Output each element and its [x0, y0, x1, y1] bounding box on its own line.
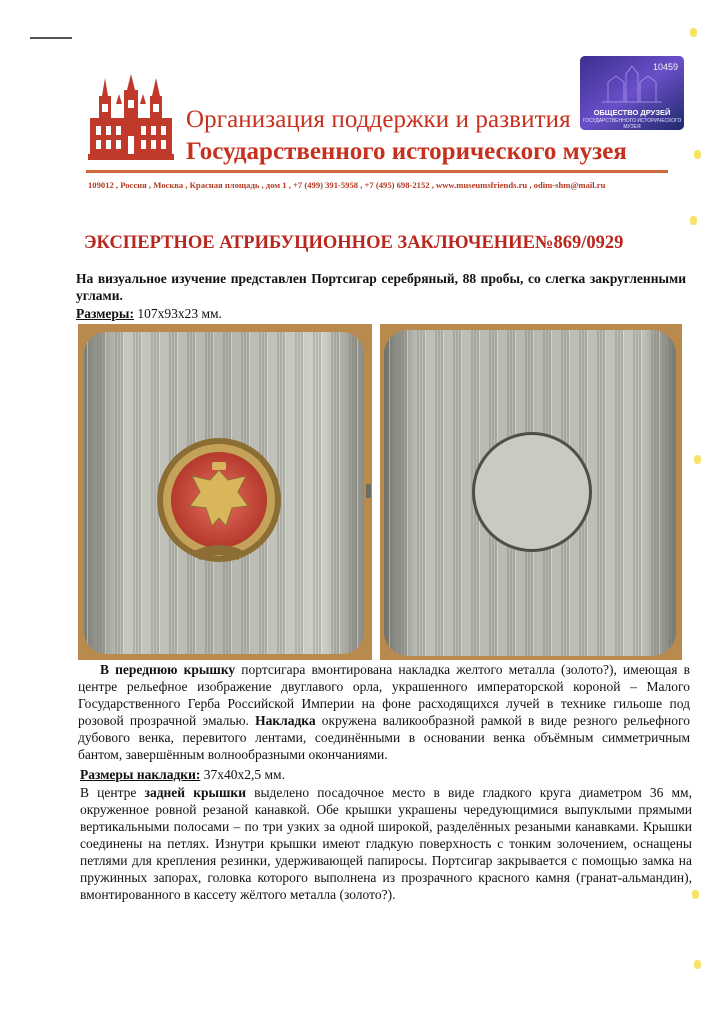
overlay-lead: Накладка — [255, 713, 316, 728]
org-name-line2: Государственного исторического музея — [186, 138, 627, 165]
front-cover-paragraph — [78, 661, 690, 763]
scan-spot — [694, 150, 701, 159]
overlay-text: окружена валикообразной рамкой в виде резного рельефного дубового венка, перевитого лентами, соединёнными в основании венка объёмным симметричным бантом, завершённым волнообразными окончаниями. — [78, 713, 690, 762]
scan-spot — [692, 890, 699, 899]
scan-spot — [694, 455, 701, 464]
overlay-sizes-label: Размеры накладки: — [80, 767, 201, 782]
front-cover-text: портсигара вмонтирована накладка желтого металла (золото?), имеющая в центре рельефное изображение двуглавого орла, украшенного императорской короной – Малого Государственного Герба Российской Империи на фоне расходящихся лучей в технике гильоше под розовой прозрачной эмалью. — [78, 662, 690, 728]
badge-number: 10459 — [652, 62, 678, 72]
sizes-line — [76, 305, 222, 322]
scan-mark — [30, 37, 72, 39]
back-cover-paragraph — [80, 784, 692, 903]
scan-spot — [690, 216, 697, 225]
header-address: 109012 , Россия , Москва , Красная площадь , дом 1 , +7 (499) 391-5958 , +7 (495) 698-2152 , www.museumsfriends.ru , odim-shm@mail.ru — [88, 180, 606, 190]
overlay-sizes-value: 37x40x2,5 мм. — [200, 767, 285, 782]
museum-logo-icon — [88, 74, 174, 164]
org-name-line1: Организация поддержки и развития — [186, 106, 571, 133]
intro-paragraph: На визуальное изучение представлен Портсигар серебряный, 88 пробы, со слегка закругленными углами. — [76, 271, 686, 303]
document-title: ЭКСПЕРТНОЕ АТРИБУЦИОННОЕ ЗАКЛЮЧЕНИЕ№869/0929 — [84, 233, 624, 253]
scan-spot — [694, 960, 701, 969]
front-cover-lead: В переднюю крышку — [100, 662, 236, 677]
friends-society-badge — [580, 56, 684, 130]
back-cover-pre: В центре — [80, 785, 145, 800]
badge-subtitle: ГОСУДАРСТВЕННОГО ИСТОРИЧЕСКОГО МУЗЕЯ — [582, 118, 682, 130]
back-cover-lead: задней крышки — [144, 785, 246, 800]
header-rule — [86, 170, 668, 173]
scan-spot — [690, 28, 697, 37]
smooth-circle-icon — [475, 435, 589, 549]
back-cover-text: выделено посадочное место в виде гладкого круга диаметром 36 мм, окруженное ровной резаной канавкой. Обе крышки украшены чередующимися выпуклыми прямыми вертикальными полосами – по три узких за одной широкой, разделённых резаными канавками. Крышки соединены на петлях. Изнутри крышки имеют гладкую поверхность с тонким золочением, оснащены петлями для крепления резинки, удерживающей папиросы. Портсигар закрывается с помощью замка на пружинных запорах, головка которого выполнена из прозрачного красного камня (гранат-альмандин), вмонтированного в кассету жёлтого металла (золото?). — [80, 785, 692, 902]
sizes-value: 107x93x23 мм. — [133, 306, 222, 321]
sizes-label: Размеры: — [76, 306, 134, 321]
back-cover-photo — [380, 324, 682, 660]
badge-title: ОБЩЕСТВО ДРУЗЕЙ — [593, 108, 671, 117]
overlay-sizes-line — [80, 766, 285, 783]
imperial-eagle-emblem-icon — [157, 438, 281, 562]
front-cover-photo — [78, 324, 372, 660]
